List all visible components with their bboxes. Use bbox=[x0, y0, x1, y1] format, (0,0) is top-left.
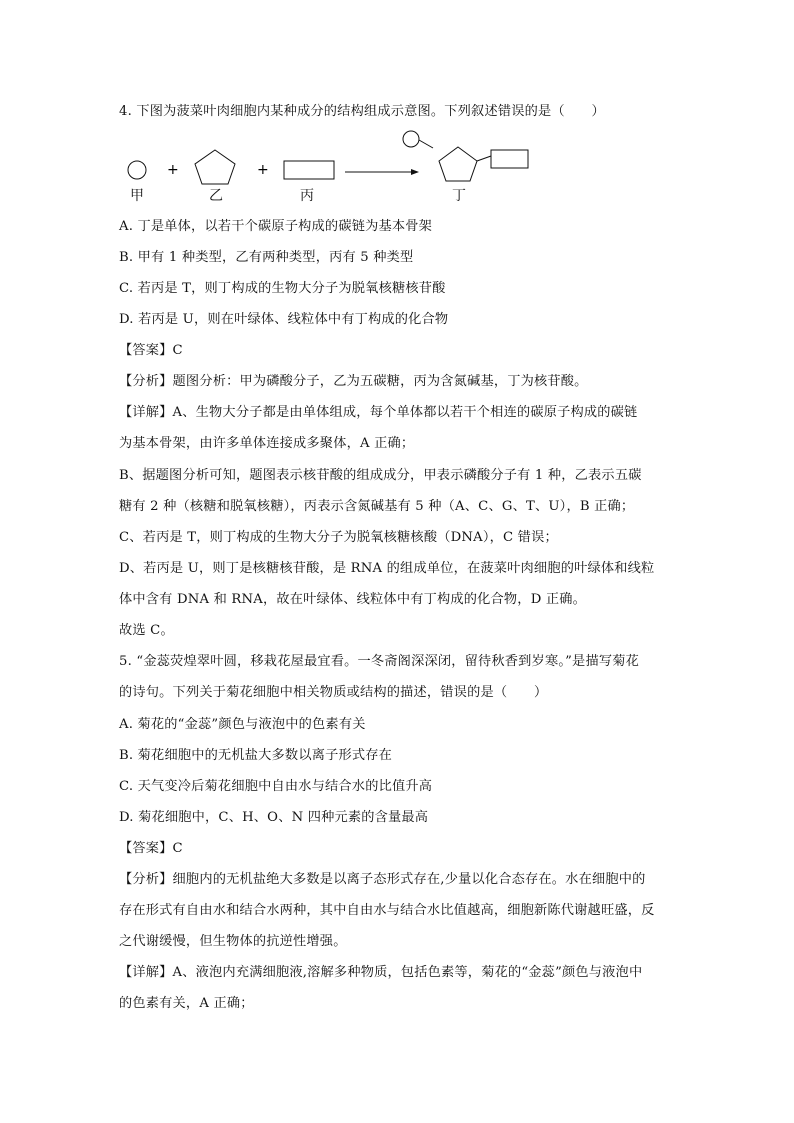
q4-option-d: D. 若丙是 U，则在叶绿体、线粒体中有丁构成的化合物 bbox=[119, 312, 449, 327]
phosphate-bond bbox=[419, 140, 433, 148]
plus-sign-2: + bbox=[257, 162, 269, 178]
q4-detail-line: C、若丙是 T，则丁构成的生物大分子为脱氧核糖核酸（DNA），C 错误； bbox=[119, 530, 558, 545]
pentose-pentagon bbox=[195, 150, 235, 184]
label-ding: 丁 bbox=[452, 188, 466, 204]
q5-analysis-line: 存在形式有自由水和结合水两种，其中自由水与结合水比值越高，细胞新陈代谢越旺盛，反 bbox=[119, 903, 655, 918]
q4-structure-diagram bbox=[119, 126, 539, 211]
base-rectangle bbox=[284, 161, 334, 179]
q4-stem: 4. 下图为菠菜叶肉细胞内某种成分的结构组成示意图。下列叙述错误的是（ ） bbox=[119, 104, 605, 119]
q5-option-a: A. 菊花的“金蕊”颜色与液泡中的色素有关 bbox=[119, 717, 366, 732]
q5-option-b: B. 菊花细胞中的无机盐大多数以离子形式存在 bbox=[119, 748, 393, 763]
q5-analysis-line: 【分析】细胞内的无机盐绝大多数是以离子态形式存在,少量以化合态存在。水在细胞中的 bbox=[119, 872, 646, 887]
q4-answer: 【答案】C bbox=[119, 343, 183, 358]
q5-answer: 【答案】C bbox=[119, 841, 183, 856]
q4-detail-line: 体中含有 DNA 和 RNA，故在叶绿体、线粒体中有丁构成的化合物，D 正确。 bbox=[119, 592, 587, 607]
q5-option-d: D. 菊花细胞中，C、H、O、N 四种元素的含量最高 bbox=[119, 810, 429, 825]
q5-option-c: C. 天气变冷后菊花细胞中自由水与结合水的比值升高 bbox=[119, 779, 433, 794]
label-bing: 丙 bbox=[300, 188, 314, 204]
q5-detail-line: 的色素有关，A 正确； bbox=[119, 996, 254, 1011]
plus-sign-1: + bbox=[167, 162, 179, 178]
nucleotide-base-rectangle bbox=[491, 150, 528, 168]
q4-detail-line: B、据题图分析可知，题图表示核苷酸的组成成分，甲表示磷酸分子有 1 种，乙表示五碳 bbox=[119, 468, 642, 483]
nucleotide-pentose-pentagon bbox=[439, 147, 477, 181]
q4-detail-line: 【详解】A、生物大分子都是由单体组成，每个单体都以若干个相连的碳原子构成的碳链 bbox=[119, 405, 638, 420]
q5-stem-line: 5. “金蕊荧煌翠叶圆，移栽花屋最宜看。一冬斋阁深深闭，留待秋香到岁寒。”是描写菊花 bbox=[119, 654, 639, 669]
phosphate-circle bbox=[128, 161, 146, 179]
q4-detail-line: D、若丙是 U，则丁是核糖核苷酸，是 RNA 的组成单位，在菠菜叶肉细胞的叶绿体和线粒 bbox=[119, 561, 655, 576]
nucleotide-phosphate-circle bbox=[403, 131, 419, 147]
q5-detail-line: 【详解】A、液泡内充满细胞液,溶解多种物质，包括色素等，菊花的“金蕊”颜色与液泡中 bbox=[119, 965, 643, 980]
q4-option-b: B. 甲有 1 种类型，乙有两种类型，丙有 5 种类型 bbox=[119, 250, 414, 265]
q4-analysis: 【分析】题图分析：甲为磷酸分子，乙为五碳糖，丙为含氮碱基，丁为核苷酸。 bbox=[119, 374, 588, 389]
q5-analysis-line: 之代谢缓慢，但生物体的抗逆性增强。 bbox=[119, 934, 347, 949]
q4-conclusion: 故选 C。 bbox=[119, 623, 174, 638]
q4-detail-line: 糖有 2 种（核糖和脱氧核糖），丙表示含氮碱基有 5 种（A、C、G、T、U），B 正确； bbox=[119, 499, 635, 514]
reaction-arrow-head bbox=[411, 169, 419, 175]
base-bond bbox=[477, 156, 491, 161]
q4-option-c: C. 若丙是 T，则丁构成的生物大分子为脱氧核糖核苷酸 bbox=[119, 281, 446, 296]
q5-stem-line: 的诗句。下列关于菊花细胞中相关物质或结构的描述，错误的是（ ） bbox=[119, 685, 548, 700]
q4-option-a: A. 丁是单体，以若干个碳原子构成的碳链为基本骨架 bbox=[119, 219, 433, 234]
label-jia: 甲 bbox=[130, 188, 144, 204]
q4-detail-line: 为基本骨架，由许多单体连接成多聚体，A 正确； bbox=[119, 436, 415, 451]
label-yi: 乙 bbox=[209, 188, 223, 204]
